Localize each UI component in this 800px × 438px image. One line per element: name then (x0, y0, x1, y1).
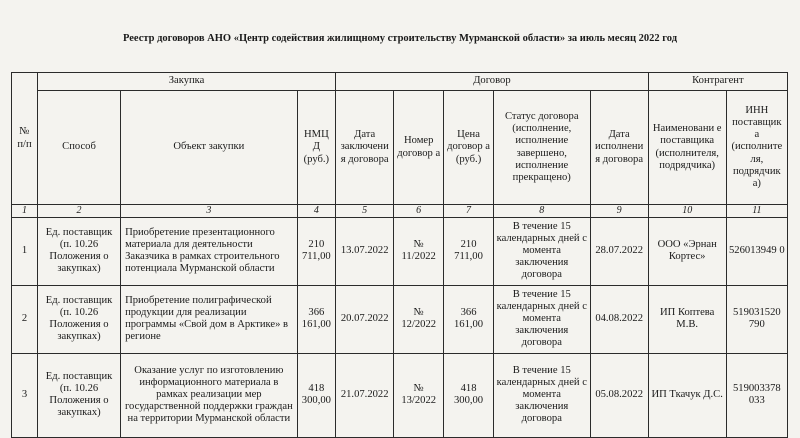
cell-nmcd: 210 711,00 (297, 217, 335, 285)
table-row (12, 285, 788, 353)
table-row (12, 217, 788, 285)
cell-object: Оказание услуг по изготовлению информационного материала в рамках реализации мер государственной поддержки граждан на территории Мурманской области (121, 353, 298, 437)
cell-contract-no: № 11/2022 (394, 217, 444, 285)
cell-date-conclusion: 13.07.2022 (336, 217, 394, 285)
header-method: Способ (37, 91, 120, 205)
cell-date-conclusion: 20.07.2022 (336, 285, 394, 353)
header-group-zakupka: Закупка (37, 73, 335, 91)
cell-supplier: ИП Ткачук Д.С. (648, 353, 726, 437)
column-index-row (12, 205, 788, 218)
cell-object: Приобретение презентационного материала для деятельности Заказчика в рамках строительного потенциала Мурманской области (121, 217, 298, 285)
column-index: 1 (12, 205, 38, 218)
cell-num: 2 (12, 285, 38, 353)
cell-date-execution: 28.07.2022 (590, 217, 648, 285)
document-title: Реестр договоров АНО «Центр содействия жилищному строительству Мурманской области» за июль месяц 2022 год (122, 33, 678, 44)
cell-method: Ед. поставщик (п. 10.26 Положения о закупках) (37, 285, 120, 353)
column-index: 11 (726, 205, 787, 218)
cell-nmcd: 418 300,00 (297, 353, 335, 437)
cell-supplier: ООО «Эрнан Кортес» (648, 217, 726, 285)
column-index: 9 (590, 205, 648, 218)
header-object: Объект закупки (121, 91, 298, 205)
column-index: 6 (394, 205, 444, 218)
cell-date-conclusion: 21.07.2022 (336, 353, 394, 437)
header-group-kontragent: Контрагент (648, 73, 787, 91)
header-nmcd: НМЦ Д (руб.) (297, 91, 335, 205)
column-index: 4 (297, 205, 335, 218)
cell-price: 366 161,00 (444, 285, 494, 353)
column-index: 10 (648, 205, 726, 218)
cell-inn: 519003378 033 (726, 353, 787, 437)
column-index: 2 (37, 205, 120, 218)
header-sub-row (12, 91, 788, 205)
cell-status: В течение 15 календарных дней с момента заключения договора (493, 217, 590, 285)
header-date-execution: Дата исполнени я договора (590, 91, 648, 205)
column-index: 7 (444, 205, 494, 218)
cell-contract-no: № 12/2022 (394, 285, 444, 353)
cell-price: 210 711,00 (444, 217, 494, 285)
cell-status: В течение 15 календарных дней с момента заключения договора (493, 285, 590, 353)
cell-nmcd: 366 161,00 (297, 285, 335, 353)
cell-status: В течение 15 календарных дней с момента заключения договора (493, 353, 590, 437)
header-group-row (12, 73, 788, 91)
header-num: № п/п (12, 73, 38, 205)
column-index: 5 (336, 205, 394, 218)
header-contract-no: Номер договор а (394, 91, 444, 205)
column-index: 3 (121, 205, 298, 218)
cell-inn: 526013949 0 (726, 217, 787, 285)
header-price: Цена договор а (руб.) (444, 91, 494, 205)
cell-num: 3 (12, 353, 38, 437)
table-row (12, 353, 788, 437)
cell-inn: 519031520 790 (726, 285, 787, 353)
cell-date-execution: 05.08.2022 (590, 353, 648, 437)
header-inn: ИНН поставщик а (исполните ля, подрядчик а) (726, 91, 787, 205)
contracts-registry-table (11, 72, 788, 438)
cell-contract-no: № 13/2022 (394, 353, 444, 437)
cell-supplier: ИП Коптева М.В. (648, 285, 726, 353)
cell-method: Ед. поставщик (п. 10.26 Положения о закупках) (37, 217, 120, 285)
header-date-conclusion: Дата заключени я договора (336, 91, 394, 205)
cell-date-execution: 04.08.2022 (590, 285, 648, 353)
cell-method: Ед. поставщик (п. 10.26 Положения о закупках) (37, 353, 120, 437)
header-group-dogovor: Договор (336, 73, 649, 91)
header-status: Статус договора (исполнение, исполнение завершено, исполнение прекращено) (493, 91, 590, 205)
column-index: 8 (493, 205, 590, 218)
cell-num: 1 (12, 217, 38, 285)
header-supplier: Наименовани е поставщика (исполнителя, подрядчика) (648, 91, 726, 205)
cell-object: Приобретение полиграфической продукции для реализации программы «Свой дом в Арктике» в регионе (121, 285, 298, 353)
cell-price: 418 300,00 (444, 353, 494, 437)
